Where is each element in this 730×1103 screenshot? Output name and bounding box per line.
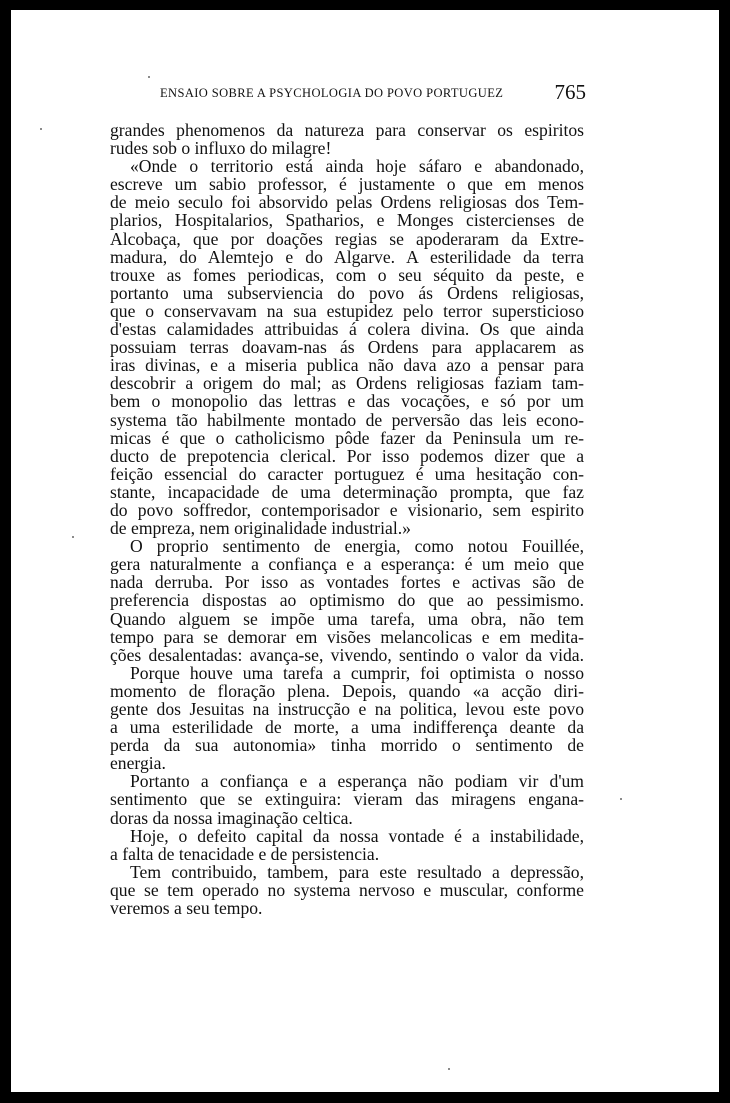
- scan-speck: [40, 128, 42, 130]
- text-line: madura, do Alemtejo e do Algarve. A esterilidade da terra: [110, 246, 584, 267]
- scan-speck: [148, 76, 150, 78]
- text-line: Porque houve uma tarefa a cumprir, foi optimista o nosso: [130, 662, 584, 683]
- text-line: Quando alguem se impõe uma tarefa, uma obra, não tem: [110, 608, 584, 629]
- text-line: do povo soffredor, contemporisador e visionario, sem espirito: [110, 499, 584, 520]
- text-line: momento de floração plena. Depois, quando «a acção diri-: [110, 680, 584, 701]
- text-line: ções desalentadas: avança-se, vivendo, sentindo o valor da vida.: [110, 644, 584, 665]
- text-line: energia.: [110, 753, 166, 774]
- text-line: plarios, Hospitalarios, Spatharios, e Monges cistercienses de: [110, 210, 584, 231]
- text-line: bem o monopolio das lettras e das vocações, e só por um: [110, 391, 584, 412]
- text-line: descobrir a origem do mal; as Ordens religiosas faziam tam-: [110, 373, 584, 394]
- text-line: nada derruba. Por isso as vontades fortes e activas são de: [110, 572, 584, 593]
- text-line: possuiam terras doavam-nas ás Ordens para applacarem as: [110, 337, 584, 358]
- text-line: O proprio sentimento de energia, como notou Fouillée,: [130, 536, 584, 557]
- text-line: sentimento que se extinguira: vieram das miragens engana-: [110, 789, 584, 810]
- text-line: a uma esterilidade de morte, a uma indifferença deante da: [110, 717, 584, 738]
- text-line: escreve um sabio professor, é justamente o que em menos: [110, 174, 584, 195]
- text-line: feição essencial do caracter portuguez é uma hesitação con-: [110, 463, 584, 484]
- text-line: preferencia dispostas ao optimismo do que ao pessimismo.: [110, 590, 584, 611]
- page-header: [160, 80, 586, 106]
- scan-speck: [448, 1068, 450, 1070]
- text-line: gente dos Jesuitas na instrucção e na politica, levou este povo: [110, 699, 584, 719]
- text-line: a falta de tenacidade e de persistencia.: [110, 843, 380, 864]
- text-line: Tem contribuido, tambem, para este resultado a depressão,: [130, 861, 584, 882]
- text-line: Hoje, o defeito capital da nossa vontade é a instabilidade,: [130, 825, 584, 846]
- text-line: stante, incapacidade de uma determinação prompta, que faz: [110, 481, 584, 502]
- text-line: gera naturalmente a confiança e a esperança: é um meio que: [110, 554, 584, 575]
- text-line: de empreza, nem originalidade industrial.»: [110, 518, 411, 539]
- page-number: 765: [554, 80, 586, 104]
- scan-border-bottom: [0, 1092, 730, 1103]
- text-line: «Onde o territorio está ainda hoje sáfaro e abandonado,: [130, 156, 584, 177]
- text-line: perda da sua autonomia» tinha morrido o sentimento de: [110, 735, 584, 756]
- text-line: portanto uma subserviencia do povo ás Ordens religiosas,: [110, 282, 584, 303]
- text-line: Portanto a confiança e a esperança não podiam vir d'um: [130, 771, 584, 792]
- scan-border-right: [719, 0, 730, 1103]
- text-line: rudes sob o influxo do milagre!: [110, 138, 332, 159]
- text-line: que se tem operado no systema nervoso e muscular, conforme: [110, 879, 584, 900]
- text-line: que o conservavam na sua estupidez pelo terror supersticioso: [110, 300, 584, 321]
- text-line: Alcobaça, que por doações regias se apoderaram da Extre-: [110, 228, 584, 249]
- body-text: [110, 121, 584, 917]
- text-line: iras divinas, e a miseria publica não dava azo a pensar para: [110, 355, 584, 376]
- text-line: tempo para se demorar em visões melancolicas e em medita-: [110, 626, 584, 647]
- text-line: grandes phenomenos da natureza para conservar os espiritos: [110, 120, 584, 140]
- text-line: ducto de prepotencia clerical. Por isso podemos dizer que a: [110, 445, 584, 466]
- running-title: ENSAIO SOBRE A PSYCHOLOGIA DO POVO PORTUGUEZ: [160, 86, 504, 100]
- text-line: d'estas calamidades attribuidas á colera divina. Os que ainda: [110, 319, 584, 340]
- scan-speck: [620, 798, 622, 800]
- text-line: veremos a seu tempo.: [110, 898, 263, 919]
- text-line: doras da nossa imaginação celtica.: [110, 807, 353, 828]
- text-line: trouxe as fomes periodicas, com o seu séquito da peste, e: [110, 264, 584, 285]
- scan-border-left: [0, 0, 11, 1103]
- scan-speck: [72, 536, 74, 538]
- text-line: systema tão habilmente montado de perversão das leis econo-: [110, 409, 584, 430]
- scan-border-top: [0, 0, 730, 10]
- text-line: de meio seculo foi absorvido pelas Ordens religiosas dos Tem-: [110, 192, 584, 213]
- text-line: micas é que o catholicismo pôde fazer da Peninsula um re-: [110, 427, 584, 448]
